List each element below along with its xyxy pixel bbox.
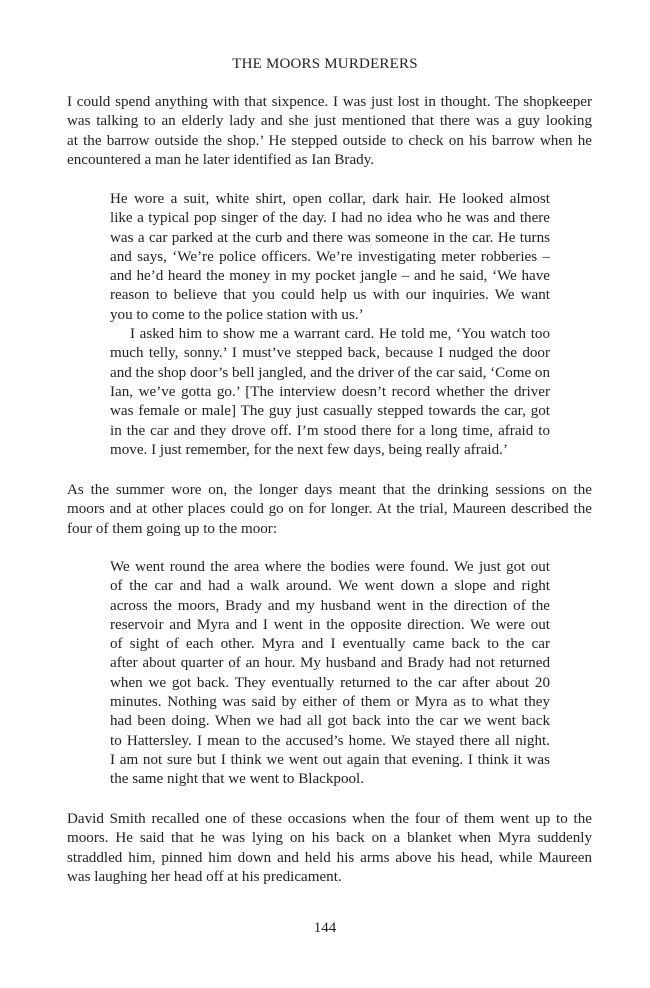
text-line: David Smith recalled one of these occasions when the four of them went up to the: [67, 811, 592, 827]
text-line: at the barrow outside the shop.’ He stepped outside to check on his barrow when he: [67, 132, 592, 149]
text-line: I could spend anything with that sixpence. I was just lost in thought. The shopkeeper: [67, 94, 592, 110]
text-line: We went round the area where the bodies were found. We just got out: [110, 559, 550, 575]
text-line: reason to believe that you could help us with our inquiries. We want: [110, 287, 550, 304]
text-line: I am not sure but I think we went out again that evening. I think it was: [110, 751, 550, 768]
text-line: As the summer wore on, the longer days meant that the drinking sessions on the: [67, 482, 592, 498]
text-line: was talking to an elderly lady and she just mentioned that there was a guy looking: [67, 113, 592, 130]
body-paragraph: [67, 481, 592, 539]
text-line: was a car parked at the curb and there was someone in the car. He turns: [110, 229, 550, 246]
text-line: I asked him to show me a warrant card. He told me, ‘You watch too: [130, 326, 550, 343]
text-line: He wore a suit, white shirt, open collar, dark hair. He looked almost: [110, 191, 550, 207]
text-line: reservoir and Myra and I went in the opposite direction. We were out: [110, 616, 550, 633]
text-line: had been doing. When we had all got back into the car we went back: [110, 713, 550, 730]
text-line: like a typical pop singer of the day. I had no idea who he was and there: [110, 210, 550, 227]
text-line: after about quarter of an hour. My husband and Brady had not returned: [110, 655, 550, 672]
body-paragraph: [67, 810, 592, 887]
text-line: to Hattersley. I mean to the accused’s home. We stayed there all night.: [110, 732, 550, 749]
text-line: the same night that we went to Blackpool.: [110, 771, 365, 788]
text-line: across the moors, Brady and my husband went in the direction of the: [110, 597, 550, 614]
text-line: minutes. Nothing was said by either of them or Myra as to what they: [110, 694, 550, 711]
text-line: and he’d heard the money in my pocket jangle – and he said, ‘We have: [110, 268, 550, 285]
body-paragraph: [67, 93, 592, 170]
text-line: and says, ‘We’re police officers. We’re investigating meter robberies –: [110, 248, 550, 265]
text-line: of the car and had a walk around. We went down a slope and right: [110, 578, 550, 595]
text-line: encountered a man he later identified as Ian Brady.: [67, 151, 375, 168]
text-line: of sight of each other. Myra and I eventually came back to the car: [110, 636, 550, 653]
text-line: Ian, we’ve gotta go.’ [The interview doesn’t record whether the driver: [110, 383, 550, 400]
block-quote: [110, 558, 550, 790]
text-line: move. I just remember, for the next few days, being really afraid.’: [110, 441, 508, 458]
text-line: and the shop door’s bell jangled, and the driver of the car said, ‘Come on: [110, 364, 550, 381]
running-head: THE MOORS MURDERERS: [232, 56, 418, 72]
text-line: was laughing her head off at his predicament.: [67, 868, 342, 885]
text-line: much telly, sonny.’ I must’ve stepped back, because I nudged the door: [110, 345, 550, 362]
text-line: in the car and they drove off. I’m stood there for a long time, afraid to: [110, 422, 550, 439]
text-line: you to come to the police station with us.’: [110, 306, 364, 323]
text-line: moors. He said that he was lying on his back on a blanket when Myra suddenly: [67, 830, 592, 847]
page-number: 144: [313, 920, 337, 936]
text-line: moors and at other places could go on for longer. At the trial, Maureen described the: [67, 501, 592, 518]
text-line: straddled him, pinned him down and held his arms above his head, while Maureen: [67, 849, 592, 866]
text-line: when we got back. They eventually returned to the car after about 20: [110, 674, 550, 691]
text-line: four of them going up to the moor:: [67, 520, 278, 537]
block-quote: [110, 190, 550, 460]
text-line: was female or male] The guy just casually stepped towards the car, got: [110, 403, 550, 420]
